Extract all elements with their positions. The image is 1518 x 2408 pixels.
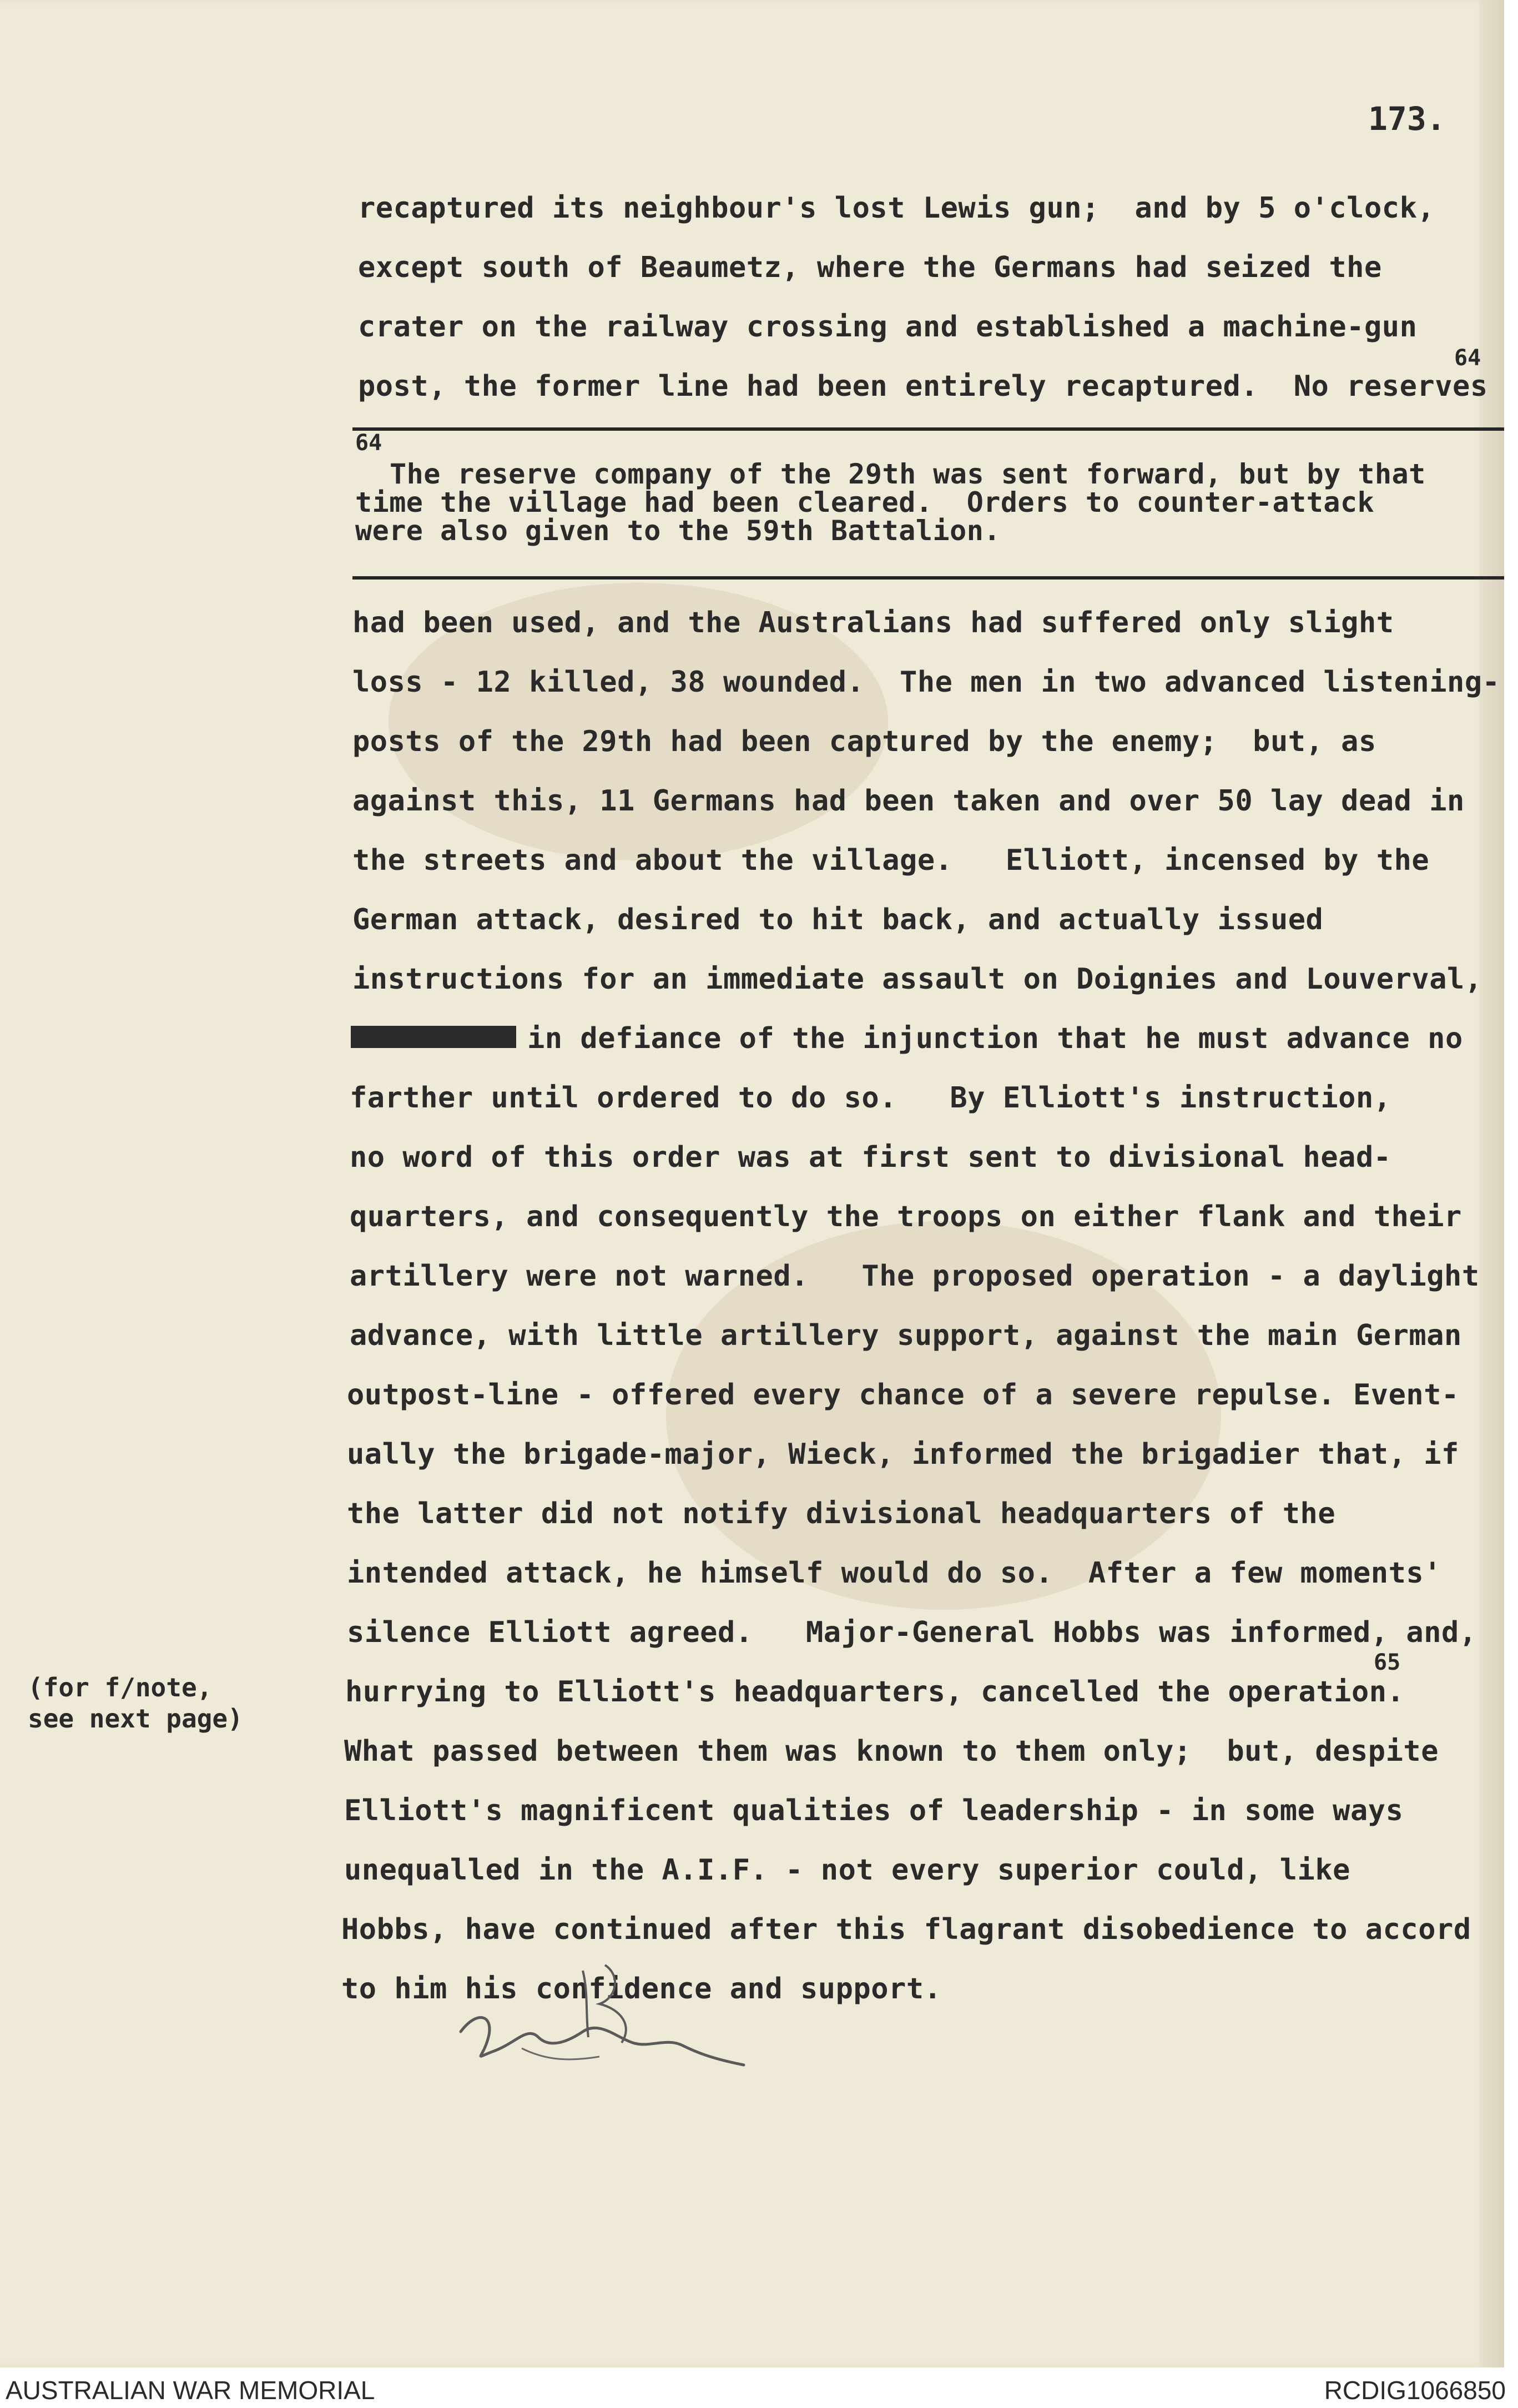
footnote-ref-65: 65 xyxy=(1374,1650,1401,1675)
text-line: had been used, and the Australians had suffered only slight xyxy=(352,606,1394,639)
footnote-ref-64: 64 xyxy=(1454,345,1481,371)
footnote-rule-bottom xyxy=(352,576,1504,580)
text-line: outpost-line - offered every chance of a severe repulse. Event- xyxy=(347,1378,1459,1412)
page-number: 173. xyxy=(1368,100,1446,138)
footnote-line: time the village had been cleared. Orders to counter-attack xyxy=(355,486,1375,518)
text-line: Elliott's magnificent qualities of leadership - in some ways xyxy=(344,1794,1404,1827)
text-line: unequalled in the A.I.F. - not every superior could, like xyxy=(344,1853,1350,1887)
text-line: advance, with little artillery support, against the main German xyxy=(350,1319,1462,1352)
archive-footer xyxy=(0,2367,1518,2408)
footnote-mark: 64 xyxy=(355,430,382,456)
text-line: Hobbs, have continued after this flagrant disobedience to accord xyxy=(341,1913,1471,1946)
text-line: no word of this order was at first sent to divisional head- xyxy=(350,1141,1391,1174)
side-note-line: (for f/note, xyxy=(28,1672,213,1702)
text-line: instructions for an immediate assault on Doignies and Louverval, xyxy=(352,963,1482,996)
footnote-rule-top xyxy=(352,427,1504,431)
text-line: German attack, desired to hit back, and actually issued xyxy=(352,903,1324,936)
text-line: posts of the 29th had been captured by the enemy; but, as xyxy=(352,725,1376,758)
text-line: farther until ordered to do so. By Elliott's instruction, xyxy=(350,1081,1391,1115)
text-line: post, the former line had been entirely recaptured. No reserves xyxy=(358,370,1488,403)
text-line: artillery were not warned. The proposed operation - a daylight xyxy=(350,1260,1480,1293)
footer-institution: AUSTRALIAN WAR MEMORIAL xyxy=(6,2376,375,2405)
text-line: the latter did not notify divisional headquarters of the xyxy=(347,1497,1336,1530)
struck-out-word xyxy=(351,1026,516,1048)
text-line: silence Elliott agreed. Major-General Hobbs was informed, and, xyxy=(347,1616,1477,1649)
footnote-line: were also given to the 59th Battalion. xyxy=(355,515,1001,547)
text-line: quarters, and consequently the troops on either flank and their xyxy=(350,1200,1462,1233)
handwritten-signature xyxy=(455,1948,766,2082)
text-line: in defiance of the injunction that he must advance no xyxy=(527,1022,1463,1055)
text-line: intended attack, he himself would do so. After a few moments' xyxy=(347,1556,1442,1590)
footer-record-id: RCDIG1066850 xyxy=(1324,2376,1506,2405)
text-line: What passed between them was known to them only; but, despite xyxy=(344,1735,1439,1768)
text-line: against this, 11 Germans had been taken and over 50 lay dead in xyxy=(352,784,1465,818)
text-line: recaptured its neighbour's lost Lewis gun; and by 5 o'clock, xyxy=(358,192,1435,225)
side-note-line: see next page) xyxy=(28,1704,243,1734)
text-line: hurrying to Elliott's headquarters, cancelled the operation. xyxy=(345,1675,1405,1709)
page-edge-shadow xyxy=(1479,0,1504,2367)
text-line: crater on the railway crossing and established a machine-gun xyxy=(358,310,1418,344)
text-line: the streets and about the village. Elliott, incensed by the xyxy=(352,844,1430,877)
text-line: except south of Beaumetz, where the Germans had seized the xyxy=(358,251,1382,284)
text-line: ually the brigade-major, Wieck, informed the brigadier that, if xyxy=(347,1438,1459,1471)
footnote-line: The reserve company of the 29th was sent forward, but by that xyxy=(390,458,1426,490)
text-line: loss - 12 killed, 38 wounded. The men in two advanced listening- xyxy=(352,666,1500,699)
text-line: to him his confidence and support. xyxy=(341,1972,942,2006)
